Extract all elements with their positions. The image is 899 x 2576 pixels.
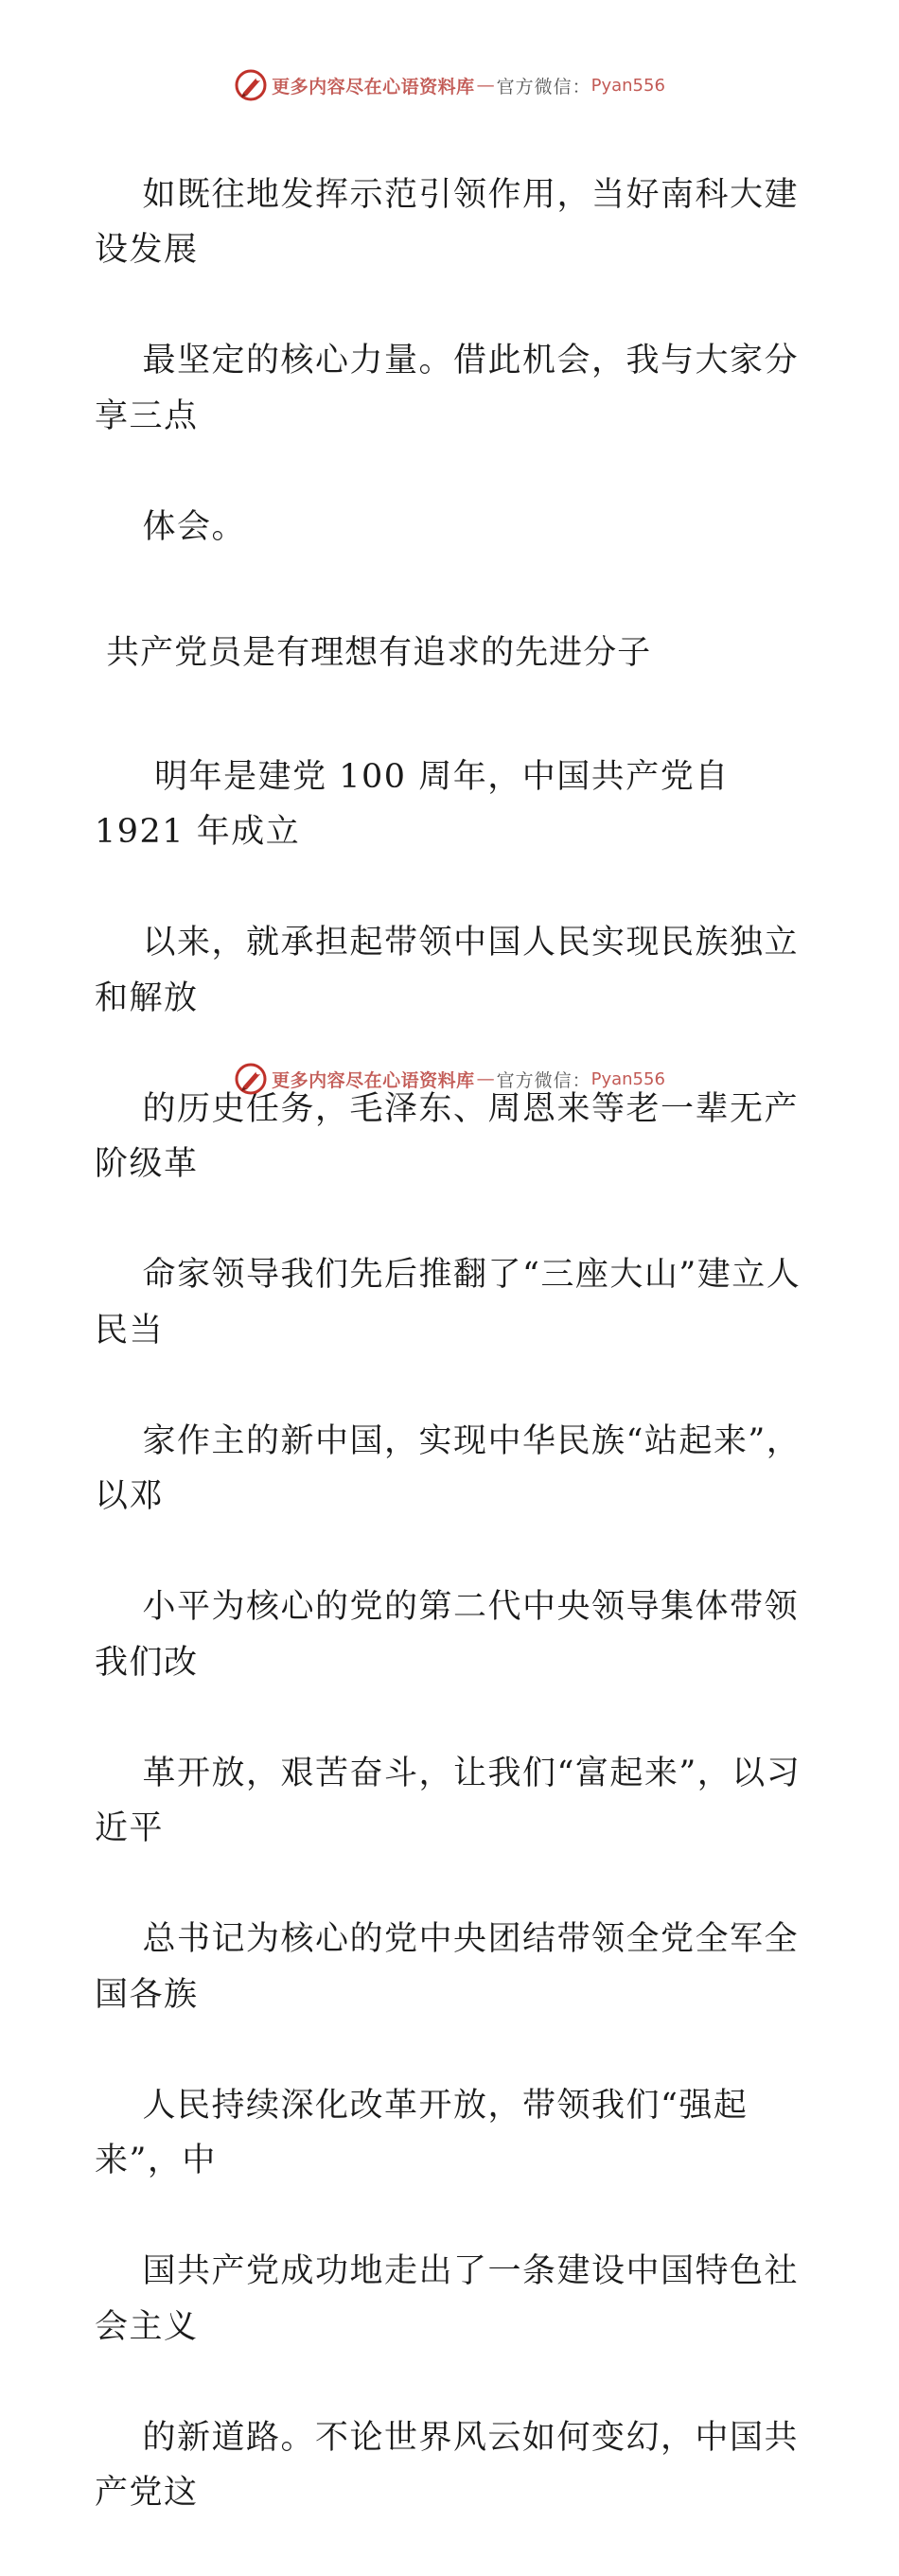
paragraph-2-line: 总书记为核心的党中央团结带领全党全军全国各族 xyxy=(95,1920,800,2014)
paragraph-2-line: 革开放，艰苦奋斗，让我们“富起来”，以习近平 xyxy=(95,1754,802,1847)
paragraph-2-line: 国共产党成功地走出了一条建设中国特色社会主义 xyxy=(95,2252,800,2346)
paragraph-2-line: 命家领导我们先后推翻了“三座大山”建立人民当 xyxy=(95,1256,802,1350)
footer-watermark xyxy=(0,1060,899,1098)
paragraph-2-line: 的历史任务，毛泽东、周恩来等老一辈无产阶级革 xyxy=(95,1089,800,1183)
paragraph-2-line: 家作主的新中国，实现中华民族“站起来”，以邓 xyxy=(95,1421,802,1515)
header-watermark xyxy=(0,66,899,104)
watermark-official-label: 官方微信： xyxy=(496,76,591,97)
pen-logo-icon xyxy=(234,1062,268,1096)
watermark-wechat-id: Pyan556 xyxy=(591,1068,665,1089)
watermark-dash: — xyxy=(476,75,495,96)
paragraph-1-line: 如既往地发挥示范引领作用，当好南科大建设发展 xyxy=(95,175,800,269)
section-heading: 共产党员是有理想有追求的先进分子 xyxy=(95,633,652,672)
watermark-official-label: 官方微信： xyxy=(496,1069,591,1091)
watermark-dash: — xyxy=(476,1068,495,1089)
watermark-brand-text: 更多内容尽在心语资料库 xyxy=(272,76,475,97)
paragraph-2-line: 人民持续深化改革开放，带领我们“强起来”，中 xyxy=(95,2086,749,2179)
pen-logo-icon xyxy=(234,68,268,102)
paragraph-2-line: 小平为核心的党的第二代中央领导集体带领我们改 xyxy=(95,1588,800,1682)
watermark-wechat-id: Pyan556 xyxy=(591,75,665,96)
paragraph-1-line: 体会。 xyxy=(142,507,247,546)
paragraph-2 xyxy=(95,694,814,2576)
paragraph-1-line: 最坚定的核心力量。借此机会，我与大家分享三点 xyxy=(95,342,800,435)
watermark-brand-text: 更多内容尽在心语资料库 xyxy=(272,1069,475,1091)
document-body xyxy=(95,112,814,2576)
paragraph-2-line: 的新道路。不论世界风云如何变幻，中国共产党这 xyxy=(95,2418,800,2512)
paragraph-2-line: 以来，就承担起带领中国人民实现民族独立和解放 xyxy=(95,924,800,1017)
paragraph-1 xyxy=(95,112,814,610)
paragraph-2-line: 明年是建党 100 周年，中国共产党自 1921 年成立 xyxy=(95,757,742,851)
